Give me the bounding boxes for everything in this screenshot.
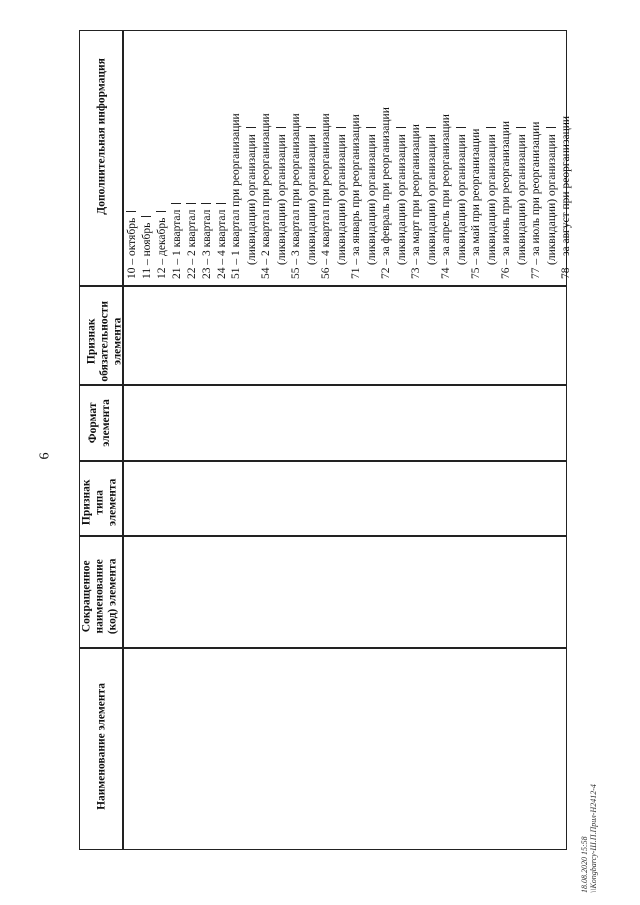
header-type-line-2: типа: [93, 489, 106, 515]
info-line-text: (ликвидации) организации: [546, 134, 558, 265]
info-line-bar: [186, 203, 196, 204]
info-line-text: 75 – за май при реорганизации: [470, 128, 482, 279]
info-line-bar: [246, 127, 256, 128]
col-separator-5: [79, 647, 567, 649]
info-line-text: 23 – 3 квартал: [201, 209, 213, 279]
footer-path: \\Kongbarcy-Ш.П.Прил-Н2412-4: [589, 784, 599, 893]
header-obligation-line-3: элемента: [111, 317, 124, 366]
info-line-text: (ликвидации) организации: [366, 134, 378, 265]
info-line-text: 51 – 1 квартал при реорганизации: [230, 113, 242, 279]
info-line-text: (ликвидации) организации: [276, 134, 288, 265]
info-line: [126, 211, 139, 279]
info-line-bar: [201, 203, 211, 204]
info-line-text: 76 – за июнь при реорганизации: [500, 120, 512, 279]
footer-date: 18.08.2020 15:58: [580, 836, 589, 893]
info-line: [321, 113, 333, 279]
info-line-text: (ликвидации) организации: [426, 134, 438, 265]
info-line: [411, 124, 423, 279]
col-separator-3: [79, 460, 567, 462]
col-separator-4: [79, 535, 567, 537]
info-line: [156, 211, 169, 279]
info-line-text: 71 – за январь при реорганизации: [350, 114, 362, 279]
header-format-line-2: элемента: [100, 399, 112, 447]
info-line: [501, 121, 513, 279]
info-line: [426, 127, 439, 265]
info-line: [186, 203, 199, 279]
info-line: [351, 114, 363, 279]
info-line: [516, 127, 529, 265]
footer-stamp: [580, 784, 598, 893]
info-line-text: 78 – за август при реорганизации: [560, 115, 572, 279]
info-line: [471, 129, 483, 279]
info-line-bar: [486, 127, 496, 128]
info-line-text: (ликвидации) организации: [306, 134, 318, 265]
header-obligation-line-1: Признак: [85, 318, 98, 365]
info-line: [381, 107, 393, 279]
info-line-bar: [336, 127, 346, 128]
header-type-line-3: элемента: [106, 478, 119, 527]
info-line-bar: [141, 216, 151, 217]
info-line: [201, 203, 214, 279]
info-line: [456, 127, 469, 265]
info-line: [171, 203, 184, 279]
info-line-bar: [426, 127, 436, 128]
info-line-text: 73 – за март при реорганизации: [410, 124, 422, 279]
info-line-bar: [156, 211, 166, 212]
info-line-bar: [456, 127, 466, 128]
col-separator-1: [79, 285, 567, 287]
info-line-bar: [396, 127, 406, 128]
info-line: [486, 127, 499, 265]
info-line: [276, 127, 289, 265]
page-number: 6: [37, 452, 53, 460]
info-line: [441, 114, 453, 279]
info-line-bar: [216, 203, 226, 204]
info-line-text: 12 – декабрь: [156, 217, 168, 279]
header-short-name-line-3: (код) элемента: [106, 558, 119, 635]
info-line-bar: [366, 127, 376, 128]
info-line-text: (ликвидации) организации: [486, 134, 498, 265]
info-line-text: (ликвидации) организации: [516, 134, 528, 265]
col-separator-2: [79, 384, 567, 386]
info-line-bar: [306, 127, 316, 128]
info-line: [366, 127, 379, 265]
info-line-text: 56 – 4 квартал при реорганизации: [320, 113, 332, 279]
info-line-text: 21 – 1 квартал: [171, 209, 183, 279]
info-line-text: 11 – ноябрь: [141, 222, 153, 279]
header-additional-info: Дополнительная информация: [95, 58, 108, 215]
info-line: [261, 113, 273, 279]
info-line: [306, 127, 319, 265]
info-line: [561, 116, 573, 279]
info-line: [546, 127, 559, 265]
info-line: [246, 127, 259, 265]
info-line-bar: [126, 211, 136, 212]
info-line: [216, 203, 229, 279]
info-line-bar: [171, 203, 181, 204]
info-line-text: (ликвидации) организации: [246, 134, 258, 265]
header-format-line-1: Формат: [87, 402, 100, 444]
info-line-text: 10 – октябрь: [126, 217, 138, 279]
info-line: [396, 127, 409, 265]
info-line: [141, 216, 154, 279]
header-short-name-line-2: наименование: [93, 559, 106, 634]
info-line-text: 54 – 2 квартал при реорганизации: [260, 113, 272, 279]
info-line: [291, 113, 303, 279]
header-element-name: Наименование элемента: [95, 682, 108, 810]
info-line: [336, 127, 349, 265]
info-line-text: 22 – 2 квартал: [186, 209, 198, 279]
header-type-line-1: Признак: [80, 479, 93, 526]
info-line-text: 24 – 4 квартал: [216, 209, 228, 279]
info-line-text: 55 – 3 квартал при реорганизации: [290, 113, 302, 279]
info-line-bar: [516, 127, 526, 128]
info-line: [231, 113, 243, 279]
header-short-name-line-1: Сокращенное: [80, 560, 93, 633]
info-line-bar: [546, 127, 556, 128]
info-line-text: 74 – за апрель при реорганизации: [440, 114, 452, 279]
info-line-text: (ликвидации) организации: [396, 134, 408, 265]
info-line-text: (ликвидации) организации: [456, 134, 468, 265]
info-line: [531, 122, 543, 279]
header-separator: [122, 30, 124, 850]
header-obligation-line-2: обязательности: [98, 301, 111, 382]
info-line-text: 77 – за июль при реорганизации: [530, 121, 542, 279]
info-line-bar: [276, 127, 286, 128]
info-line-text: (ликвидации) организации: [336, 134, 348, 265]
info-line-text: 72 – за февраль при реорганизации: [380, 107, 392, 279]
